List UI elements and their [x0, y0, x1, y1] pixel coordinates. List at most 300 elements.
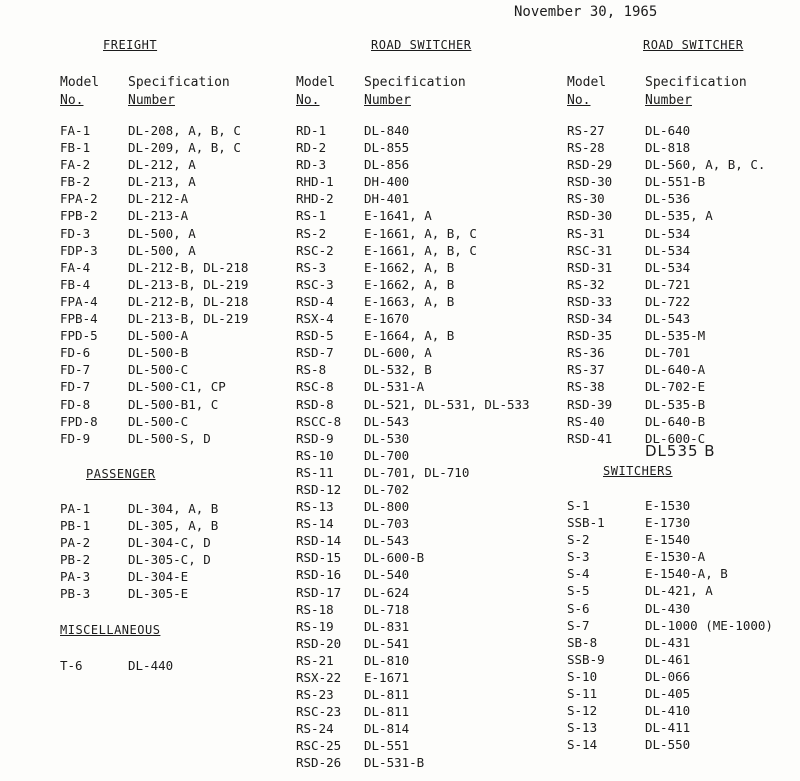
specification-number: DL-721: [645, 276, 691, 292]
model-number: RS-36: [567, 345, 605, 361]
model-number: FD-7: [60, 362, 91, 378]
specification-number: DL-430: [645, 600, 691, 616]
table-row: [567, 531, 797, 548]
model-number: RSX-4: [296, 311, 334, 327]
table-row: [60, 139, 290, 156]
specification-number: DL-703: [364, 516, 410, 532]
table-row: [60, 657, 290, 674]
model-number: FPA-2: [60, 191, 98, 207]
specification-number: DL-534: [645, 259, 691, 275]
spec-number-header-2: [364, 74, 466, 110]
specification-number: E-1540: [645, 532, 691, 548]
model-number: RSD-34: [567, 311, 613, 327]
table-row: [60, 413, 290, 430]
table-row: [60, 517, 290, 534]
table-row: [60, 534, 290, 551]
model-number: RS-3: [296, 259, 327, 275]
specification-number: DL-066: [645, 668, 691, 684]
specification-number: DL-1000 (ME-1000): [645, 617, 773, 633]
table-row: [567, 310, 797, 327]
specification-number: E-1641, A: [364, 208, 432, 224]
model-number: FD-7: [60, 379, 91, 395]
model-number: S-12: [567, 703, 598, 719]
model-number: RSX-22: [296, 670, 342, 685]
model-number: FA-1: [60, 123, 91, 138]
model-number: S-10: [567, 668, 598, 684]
model-number: S-3: [567, 549, 590, 565]
model-number: RS-2: [296, 225, 327, 241]
model-number: RSD-7: [296, 345, 334, 361]
model-number: RS-37: [567, 362, 605, 378]
model-number: RSD-17: [296, 584, 342, 600]
specification-number: DL-818: [645, 140, 691, 156]
specification-number: E-1662, A, B: [364, 259, 455, 275]
model-number: FD-3: [60, 225, 91, 241]
model-number: PA-2: [60, 535, 91, 551]
table-row: [567, 293, 797, 310]
table-row: [567, 497, 797, 514]
specification-number: DL-304-E: [128, 569, 189, 585]
spec-header-line2: Number: [645, 93, 692, 108]
table-row: [296, 464, 558, 481]
specification-number: DL-411: [645, 720, 691, 736]
specification-number: DL-640: [645, 123, 691, 138]
road-switcher-table-2: [567, 122, 797, 447]
model-number: RSD-4: [296, 293, 334, 309]
table-row: [567, 719, 797, 736]
model-number: RS-8: [296, 362, 327, 378]
specification-number: DL-700: [364, 447, 410, 463]
specification-number: DL-213-A: [128, 208, 189, 224]
table-row: [567, 685, 797, 702]
table-row: [296, 447, 558, 464]
specification-number: DL-521, DL-531, DL-533: [364, 396, 530, 412]
model-number: RS-31: [567, 225, 605, 241]
table-row: [60, 122, 290, 139]
specification-number: E-1662, A, B: [364, 276, 455, 292]
specification-number: DL-410: [645, 703, 691, 719]
specification-number: DL-550: [645, 737, 691, 753]
table-row: [296, 652, 558, 669]
model-header-line2: No.: [567, 93, 591, 108]
model-number: FPD-5: [60, 328, 98, 344]
specification-number: DL-304, A, B: [128, 501, 219, 516]
table-row: [296, 378, 558, 395]
table-row: [296, 703, 558, 720]
section-title-freight: FREIGHT: [103, 38, 158, 52]
specification-number: DL-831: [364, 618, 410, 634]
model-number: RSD-39: [567, 396, 613, 412]
table-row: [567, 378, 797, 395]
specification-number: E-1730: [645, 515, 691, 531]
model-number: RSC-25: [296, 738, 342, 754]
table-row: [296, 139, 558, 156]
model-number: S-11: [567, 686, 598, 702]
model-number: FPA-4: [60, 293, 98, 309]
specification-number: DL-640-B: [645, 413, 706, 429]
specification-number: DL-531-A: [364, 379, 425, 395]
specification-number: DL-461: [645, 651, 691, 667]
specification-number: E-1530: [645, 498, 691, 513]
table-row: [60, 259, 290, 276]
specification-number: DL-212-B, DL-218: [128, 259, 249, 275]
handwritten-note: DL535 B: [645, 442, 716, 460]
table-row: [296, 361, 558, 378]
model-number: RSD-5: [296, 328, 334, 344]
specification-number: DL-213, A: [128, 174, 196, 190]
table-row: [296, 156, 558, 173]
table-row: [567, 396, 797, 413]
table-row: [296, 122, 558, 139]
model-number: RSC-8: [296, 379, 334, 395]
table-row: [60, 500, 290, 517]
specification-number: DL-440: [128, 658, 174, 673]
model-number: RS-10: [296, 447, 334, 463]
specification-number: DL-208, A, B, C: [128, 123, 241, 138]
table-row: [296, 430, 558, 447]
specification-number: DL-500-C1, CP: [128, 379, 226, 395]
specification-number: DL-500-A: [128, 328, 189, 344]
table-row: [567, 668, 797, 685]
specification-number: DL-702: [364, 481, 410, 497]
table-row: [567, 156, 797, 173]
freight-table: [60, 122, 290, 447]
model-header-line1: Model: [60, 75, 100, 90]
model-header-line2: No.: [60, 93, 84, 108]
specification-number: DL-534: [645, 225, 691, 241]
table-row: [296, 225, 558, 242]
specification-number: DL-701, DL-710: [364, 464, 470, 480]
table-row: [567, 173, 797, 190]
model-number: PB-3: [60, 586, 91, 602]
table-row: [567, 514, 797, 531]
specification-number: DL-543: [645, 311, 691, 327]
table-row: [60, 396, 290, 413]
specification-number: DL-543: [364, 413, 410, 429]
specification-number: DL-811: [364, 687, 410, 703]
table-row: [60, 585, 290, 602]
specification-number: DL-810: [364, 652, 410, 668]
specification-number: DL-560, A, B, C.: [645, 157, 766, 173]
model-number: RS-38: [567, 379, 605, 395]
specification-number: DL-600-B: [364, 550, 425, 566]
specification-number: E-1671: [364, 670, 410, 685]
model-number: RSD-15: [296, 550, 342, 566]
model-number: SB-8: [567, 634, 598, 650]
model-number: S-6: [567, 600, 590, 616]
specification-number: DL-534: [645, 242, 691, 258]
table-row: [296, 618, 558, 635]
table-row: [60, 430, 290, 447]
specification-number: DL-209, A, B, C: [128, 140, 241, 156]
specification-number: DL-640-A: [645, 362, 706, 378]
table-row: [60, 568, 290, 585]
specification-number: DL-814: [364, 721, 410, 737]
specification-number: DL-551: [364, 738, 410, 754]
model-number: FA-4: [60, 259, 91, 275]
specification-number: DL-500-C: [128, 413, 189, 429]
specification-number: DL-536: [645, 191, 691, 207]
specification-number: DL-305-E: [128, 586, 189, 602]
model-header-line1: Model: [296, 75, 336, 90]
specification-number: E-1670: [364, 311, 410, 327]
section-title-switchers: SWITCHERS: [603, 464, 673, 478]
table-row: [296, 276, 558, 293]
table-row: [60, 207, 290, 224]
model-number: S-2: [567, 532, 590, 548]
specification-number: E-1661, A, B, C: [364, 242, 477, 258]
table-row: [296, 532, 558, 549]
section-title-road-switcher-1: ROAD SWITCHER: [371, 38, 472, 52]
table-row: [296, 566, 558, 583]
model-number: RSD-31: [567, 259, 613, 275]
table-row: [60, 378, 290, 395]
specification-number: DL-213-B, DL-219: [128, 311, 249, 327]
table-row: [567, 139, 797, 156]
model-number: RS-30: [567, 191, 605, 207]
table-row: [567, 582, 797, 599]
model-number: RSC-3: [296, 276, 334, 292]
spec-header-line1: Specification: [364, 75, 466, 90]
specification-number: DL-718: [364, 601, 410, 617]
model-number: RSD-9: [296, 430, 334, 446]
specification-number: DL-421, A: [645, 583, 713, 599]
specification-number: DL-212, A: [128, 157, 196, 173]
table-row: [296, 481, 558, 498]
table-row: [60, 276, 290, 293]
model-number: RS-19: [296, 618, 334, 634]
specification-number: DL-722: [645, 293, 691, 309]
model-number: FPB-4: [60, 311, 98, 327]
model-no-header-2: [296, 74, 335, 110]
specification-number: DL-600-C: [645, 430, 706, 446]
spec-header-line1: Specification: [645, 75, 747, 90]
table-row: [60, 344, 290, 361]
model-number: S-1: [567, 498, 590, 513]
table-row: [567, 259, 797, 276]
model-number: S-4: [567, 566, 590, 582]
table-row: [296, 310, 558, 327]
table-row: [60, 173, 290, 190]
specification-number: DL-212-A: [128, 191, 189, 207]
model-number: RSD-20: [296, 635, 342, 651]
model-number: S-13: [567, 720, 598, 736]
model-number: FPD-8: [60, 413, 98, 429]
table-row: [567, 565, 797, 582]
model-number: RS-11: [296, 464, 334, 480]
table-row: [567, 242, 797, 259]
model-number: S-5: [567, 583, 590, 599]
specification-number: DL-811: [364, 704, 410, 720]
model-number: RSD-12: [296, 481, 342, 497]
model-number: RSD-33: [567, 293, 613, 309]
specification-number: DL-535-B: [645, 396, 706, 412]
model-number: RS-24: [296, 721, 334, 737]
switchers-table: [567, 497, 797, 753]
model-number: RS-18: [296, 601, 334, 617]
model-number: RS-28: [567, 140, 605, 156]
table-row: [567, 122, 797, 139]
model-number: PB-1: [60, 518, 91, 534]
table-row: [567, 548, 797, 565]
model-number: RSD-16: [296, 567, 342, 583]
section-title-passenger: PASSENGER: [86, 467, 156, 481]
table-row: [567, 617, 797, 634]
table-row: [567, 651, 797, 668]
specification-number: E-1661, A, B, C: [364, 225, 477, 241]
model-number: RS-40: [567, 413, 605, 429]
model-number: FD-9: [60, 430, 91, 446]
table-row: [296, 413, 558, 430]
table-row: [296, 293, 558, 310]
table-row: [567, 413, 797, 430]
table-row: [296, 173, 558, 190]
specification-number: DL-800: [364, 499, 410, 515]
table-row: [296, 635, 558, 652]
table-row: [60, 242, 290, 259]
specification-number: DL-500-B1, C: [128, 396, 219, 412]
specification-number: DL-535, A: [645, 208, 713, 224]
table-row: [60, 327, 290, 344]
specification-number: DL-702-E: [645, 379, 706, 395]
model-number: RHD-2: [296, 191, 334, 207]
spec-header-line2: Number: [128, 93, 175, 108]
model-number: SSB-1: [567, 515, 605, 531]
table-row: [567, 600, 797, 617]
table-row: [567, 207, 797, 224]
table-row: [296, 190, 558, 207]
model-number: RSC-31: [567, 242, 613, 258]
model-number: RS-23: [296, 687, 334, 703]
table-row: [296, 584, 558, 601]
specification-number: DL-405: [645, 686, 691, 702]
model-number: RSD-30: [567, 174, 613, 190]
model-number: RSC-2: [296, 242, 334, 258]
specification-number: DL-543: [364, 533, 410, 549]
model-number: PA-1: [60, 501, 91, 516]
model-number: RHD-1: [296, 174, 334, 190]
specification-number: DL-701: [645, 345, 691, 361]
specification-number: E-1663, A, B: [364, 293, 455, 309]
specification-number: DL-551-B: [645, 174, 706, 190]
spec-header-line2: Number: [364, 93, 411, 108]
model-number: FDP-3: [60, 242, 98, 258]
spec-number-header-3: [645, 74, 747, 110]
specification-number: DL-535-M: [645, 328, 706, 344]
model-number: S-14: [567, 737, 598, 753]
model-number: RSD-29: [567, 157, 613, 173]
model-number: RSD-14: [296, 533, 342, 549]
table-row: [296, 737, 558, 754]
specification-number: E-1530-A: [645, 549, 706, 565]
specification-number: DL-500-B: [128, 345, 189, 361]
model-number: RSCC-8: [296, 413, 342, 429]
model-header-line1: Model: [567, 75, 607, 90]
document-date: November 30, 1965: [514, 4, 658, 20]
model-number: RS-1: [296, 208, 327, 224]
section-title-miscellaneous: MISCELLANEOUS: [60, 623, 161, 637]
specification-number: DH-400: [364, 174, 410, 190]
specification-number: DL-500, A: [128, 225, 196, 241]
miscellaneous-table: [60, 657, 290, 674]
model-number: RS-21: [296, 652, 334, 668]
specification-number: DL-212-B, DL-218: [128, 293, 249, 309]
model-number: RSD-26: [296, 755, 342, 771]
specification-number: E-1540-A, B: [645, 566, 728, 582]
table-row: [296, 686, 558, 703]
table-row: [567, 702, 797, 719]
specification-number: DL-304-C, D: [128, 535, 211, 551]
model-number: FD-8: [60, 396, 91, 412]
section-title-road-switcher-2: ROAD SWITCHER: [643, 38, 744, 52]
model-number: PB-2: [60, 552, 91, 568]
table-row: [296, 242, 558, 259]
specification-number: DL-532, B: [364, 362, 432, 378]
specification-number: DL-500, A: [128, 242, 196, 258]
table-row: [296, 498, 558, 515]
table-row: [60, 225, 290, 242]
specification-number: DL-305, A, B: [128, 518, 219, 534]
model-number: RD-2: [296, 140, 327, 156]
model-number: T-6: [60, 658, 83, 673]
table-row: [296, 259, 558, 276]
model-number: RD-1: [296, 123, 327, 138]
specification-number: DL-855: [364, 140, 410, 156]
spec-number-header: [128, 74, 230, 110]
table-row: [60, 361, 290, 378]
model-header-line2: No.: [296, 93, 320, 108]
model-number: RSD-35: [567, 328, 613, 344]
specification-number: DL-305-C, D: [128, 552, 211, 568]
specification-number: DL-530: [364, 430, 410, 446]
model-number: RSC-23: [296, 704, 342, 720]
specification-number: DL-431: [645, 634, 691, 650]
specification-number: DL-213-B, DL-219: [128, 276, 249, 292]
specification-number: DL-624: [364, 584, 410, 600]
specification-number: DL-540: [364, 567, 410, 583]
table-row: [567, 344, 797, 361]
specification-number: DL-600, A: [364, 345, 432, 361]
table-row: [60, 156, 290, 173]
model-number: FPB-2: [60, 208, 98, 224]
table-row: [296, 515, 558, 532]
specification-number: DL-500-C: [128, 362, 189, 378]
table-row: [60, 310, 290, 327]
specification-number: DL-541: [364, 635, 410, 651]
passenger-table: [60, 500, 290, 603]
model-number: RS-14: [296, 516, 334, 532]
road-switcher-table-1: [296, 122, 558, 772]
model-number: RSD-30: [567, 208, 613, 224]
table-row: [296, 754, 558, 771]
table-row: [296, 207, 558, 224]
table-row: [567, 190, 797, 207]
specification-number: DL-531-B: [364, 755, 425, 771]
model-number: RSD-8: [296, 396, 334, 412]
model-no-header: [60, 74, 99, 110]
specification-number: DL-840: [364, 123, 410, 138]
specification-number: DL-856: [364, 157, 410, 173]
model-number: FB-4: [60, 276, 91, 292]
specification-number: DH-401: [364, 191, 410, 207]
specification-number: DL-500-S, D: [128, 430, 211, 446]
model-number: SSB-9: [567, 651, 605, 667]
table-row: [296, 669, 558, 686]
model-number: FB-1: [60, 140, 91, 156]
specification-number: E-1664, A, B: [364, 328, 455, 344]
model-no-header-3: [567, 74, 606, 110]
table-row: [60, 293, 290, 310]
